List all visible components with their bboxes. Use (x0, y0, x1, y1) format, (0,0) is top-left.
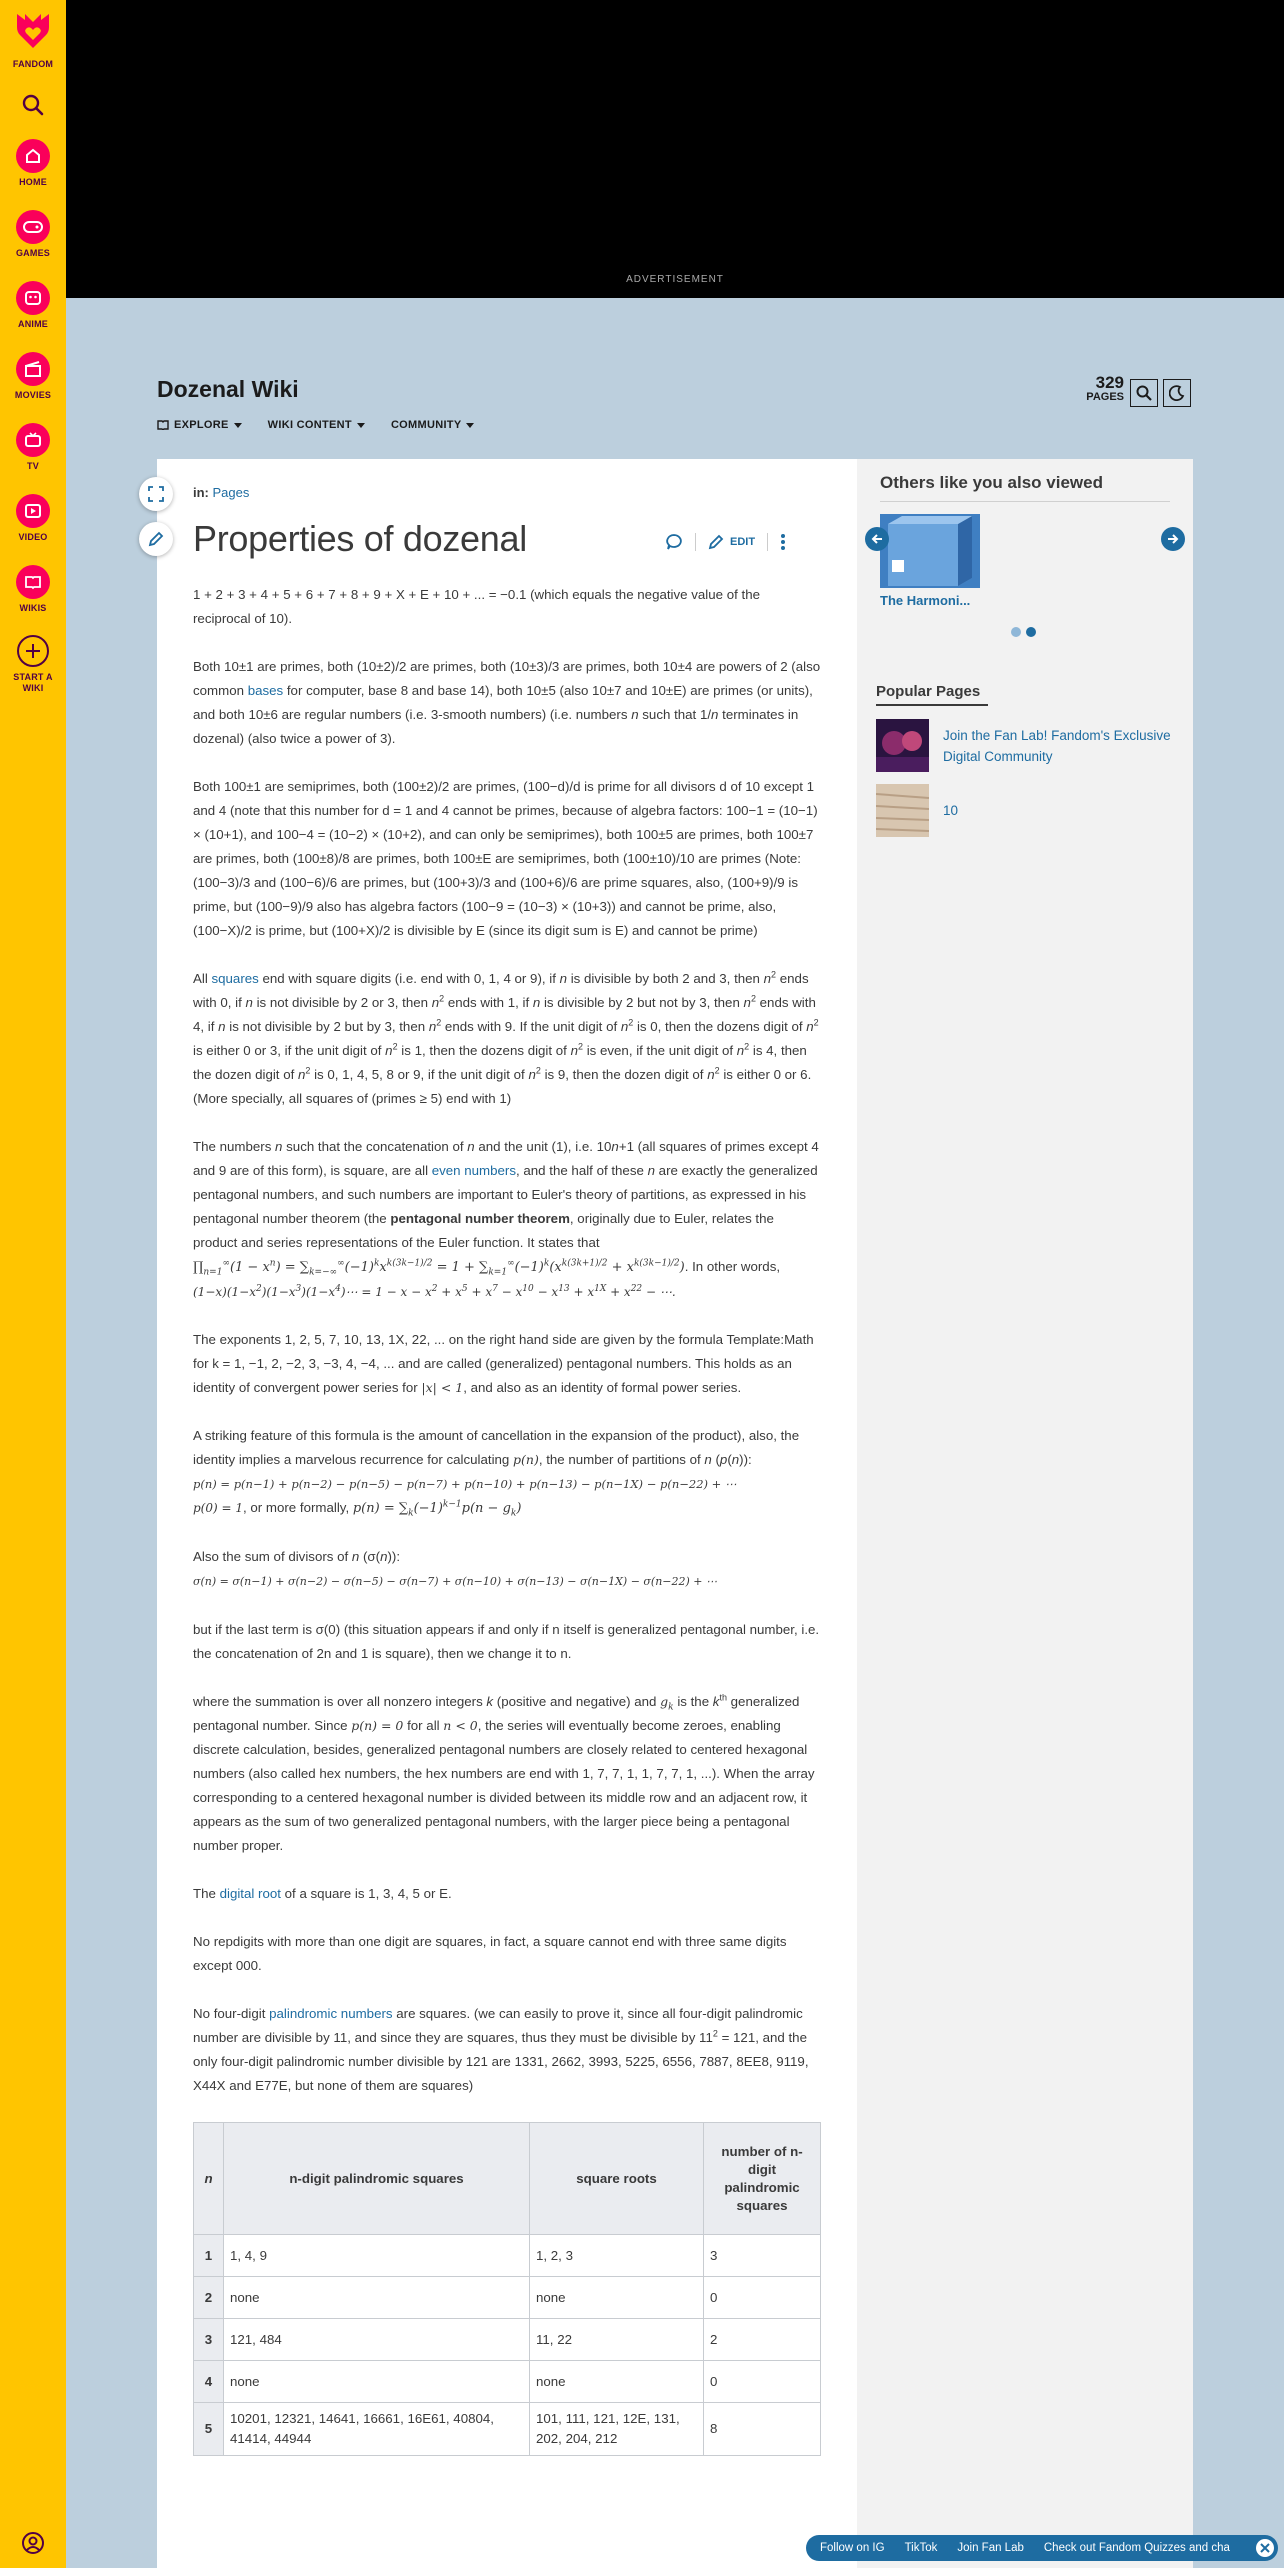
nav-video-label: VIDEO (18, 532, 48, 542)
follow-ig-link[interactable]: Follow on IG (820, 2542, 885, 2554)
chevron-down-icon (234, 423, 242, 428)
page-10-thumbnail-image (876, 784, 929, 837)
paragraph-palindromes: No four-digit palindromic numbers are squares. (we can easily to prove it, since all four-digit palindromic number are divisible by 11, and since they are squares, thus they must be divisible by $11^2 = 121$, and the only four-digit palindromic number divisible by 121 are 1331, 2662, 3993, 5225, 6556, 7887, 8EE8, 9119, X44X and E77E, but none of them are squares) (193, 2006, 809, 2093)
nav-anime-label: ANIME (18, 319, 48, 329)
paragraph-sigma: Also the sum of divisors of n (σ(n)): σ(n) = σ(n−1) + σ(n−2) − σ(n−5) − σ(n−7) + σ(n−10) + σ(n−13) − σ(n−1X) − σ(n−22) + ⋯ (193, 1549, 718, 1588)
pencil-icon (148, 531, 164, 547)
column-header: square roots (530, 2123, 704, 2235)
fandom-logo[interactable] (0, 10, 66, 70)
wiki-navigation (157, 419, 474, 431)
popular-page-label: 10 (943, 803, 959, 818)
paragraph-pentagonal: The numbers n such that the concatenation of n and the unit (1), i.e. 10n+1 (all squares of primes except 4 and 9 are of this form), is square, are all even numbers, and the half of these n are exactly the generalized pentagonal numbers, and such numbers are important to Euler's theory of partitions, as expressed in his pentagonal number theorem (the pentagonal number theorem, originally due to Euler, relates the product and series representations of the Euler function. It states that $\prod_{n=1}^\infty(1 - x^n) = \sum_{k=-\infty}^\infty(-1)^kx^{k(3k-1)/2} = 1 + \sum_{k=1}^\infty(-1)^k(x^{k(3k+1)/2} + x^{k(3k-1)/2})$. In other words, $(1-x)(1-x^2)(1-x^3)(1-x^4)\cdots = 1 - x - x^2 + x^5 + x^7 - x^{10} - x^{13} + x^{1X} + x^{22}$ − ⋯. (193, 1139, 819, 1299)
page-title: Properties of dozenal (193, 518, 527, 559)
categories-prefix: in: (193, 485, 209, 500)
right-rail (857, 459, 1193, 2568)
nav-start-a-wiki[interactable] (0, 634, 66, 694)
arrow-right-icon (1167, 533, 1179, 545)
popular-pages-title: Popular Pages (876, 683, 981, 700)
fullscreen-button[interactable] (139, 477, 173, 511)
nav-tv-label: TV (27, 461, 39, 471)
more-options-icon[interactable] (780, 533, 786, 551)
nav-anime[interactable] (0, 281, 66, 330)
edit-button[interactable] (708, 534, 755, 550)
table-row: 2 none none 0 (194, 2277, 821, 2319)
moon-icon (1169, 385, 1185, 401)
divider (695, 533, 696, 551)
carousel-next-button[interactable] (1161, 527, 1185, 551)
table-row: 5 10201, 12321, 14641, 16661, 16E61, 40804, 41414, 44944 101, 111, 121, 12E, 131, 202, 204, 212 8 (194, 2403, 821, 2456)
expand-icon (148, 486, 164, 502)
nav-wikis-label: WIKIS (19, 603, 47, 613)
paragraph-tens: Both 10±1 are primes, both (10±2)/2 are primes, both (10±3)/3 are primes, both 10±4 are powers of 2 (also common bases for computer, base 8 and base 14), both 10±5 (also 10±7 and 10±E) are primes (or units), and both 10±6 are regular numbers (i.e. 3-smooth numbers) (i.e. numbers n such that 1/n terminates in dozenal) (also twice a power of 3). (193, 659, 821, 746)
recommendation-link[interactable]: The Harmoni... (880, 593, 971, 608)
paragraph-sum: 1 + 2 + 3 + 4 + 5 + 6 + 7 + 8 + 9 + X + E + 10 + ... = −0.1 (which equals the negative value of the reciprocal of 10). (193, 587, 761, 626)
category-link-pages[interactable]: Pages (212, 485, 250, 500)
article-body (193, 583, 821, 2456)
play-icon (24, 502, 42, 520)
column-header: n (194, 2123, 224, 2235)
bold-term: pentagonal number theorem (390, 1211, 570, 1226)
paragraph-recurrence: A striking feature of this formula is the amount of cancellation in the expansion of the product), also, the identity implies a marvelous recurrence for calculating p(n), the number of partitions of n (p(n)): p(n) = p(n−1) + p(n−2) − p(n−5) − p(n−7) + p(n−10) + p(n−13) − p(n−1X) − p(n−22) + ⋯ p(0) = 1, or more formally, $p(n) = \sum_k(-1)^{k-1}p(n - g_k)$ (193, 1428, 800, 1519)
table-row: 3 121, 484 11, 22 2 (194, 2319, 821, 2361)
popular-page-item[interactable] (876, 784, 1176, 837)
paragraph-digital-root: The digital root of a square is 1, 3, 4, 5 or E. (193, 1886, 452, 1901)
nav-community-label: COMMUNITY (390, 419, 462, 431)
nav-video[interactable] (0, 494, 66, 543)
chevron-down-icon (357, 423, 365, 428)
nav-movies[interactable] (0, 352, 66, 401)
global-search[interactable] (0, 88, 66, 122)
carousel-dot[interactable] (1011, 627, 1021, 637)
anime-icon (24, 289, 42, 307)
nav-tv[interactable] (0, 423, 66, 472)
carousel-dot-active[interactable] (1026, 627, 1036, 637)
table-header-row (194, 2123, 821, 2235)
wiki-search-button[interactable] (1130, 379, 1158, 407)
popular-page-label: Join the Fan Lab! Fandom's Exclusive Digital Community (943, 727, 1171, 764)
plus-circle-icon (16, 634, 50, 668)
edit-label: EDIT (730, 536, 756, 548)
paragraph-summation: where the summation is over all nonzero integers k (positive and negative) and $g_k$ is the $k^{th}$ generalized pentagonal number. Since p(n) = 0 for all n < 0, the series will eventually become zeroes, enabling discrete calculation, besides, generalized pentagonal numbers are closely related to centered hexagonal numbers (also called hex numbers, the hex numbers are end with 1, 7, 7, 1, 1, 7, 7, 1, ...). When the array corresponding to a centered hexagonal number is divided between its middle row and an adjacent row, it appears as the sum of two generalized pentagonal numbers, with the larger piece being a pentagonal number proper. (193, 1692, 815, 1853)
user-icon (21, 2531, 45, 2555)
nav-games[interactable] (0, 210, 66, 259)
fandom-heart-icon (16, 10, 50, 50)
search-icon (1136, 385, 1152, 401)
nav-wiki-content[interactable] (268, 419, 365, 431)
page-count-number: 329 (1095, 373, 1124, 392)
link-digital-root[interactable]: digital root (219, 1886, 281, 1901)
close-button[interactable] (1256, 2539, 1274, 2557)
link-bases[interactable]: bases (247, 683, 284, 698)
table-row: 4 none none 0 (194, 2361, 821, 2403)
join-fan-lab-link[interactable]: Join Fan Lab (957, 2542, 1024, 2554)
link-palindromic-numbers[interactable]: palindromic numbers (269, 2006, 393, 2021)
fandom-brand-label: FANDOM (12, 59, 54, 69)
paragraph-hundreds: Both 100±1 are semiprimes, both (100±2)/2 are primes, (100−d)/d is prime for all divisors d of 10 except 1 and 4 (note that this number for d = 1 and 4 cannot be primes, because of algebra factors: 100−1 = (10−1) × (10+1), and 100−4 = (10−2) × (10+2), and can only be semiprimes), both 100±5 are primes, both 100±7 are primes, both (100±8)/8 are primes, both 100±E are semiprimes, both (100±10)/10 are primes (Note: (100−3)/3 and (100−6)/6 are primes, but (100+3)/3 and (100+6)/6 are prime squares, also, (100+9)/9 is prime, but (100−9)/9 also has algebra factors (100−9 = (10−3) × (10+3)) and cannot be prime, also, (100−X)/2 is prime, but (100+X)/2 is divisible by E (since its digit sum is E) and cannot be prime) (193, 779, 818, 938)
nav-games-label: GAMES (15, 248, 50, 258)
explore-book-icon (157, 420, 169, 430)
advertisement-banner (66, 0, 1284, 298)
nav-explore[interactable] (157, 419, 242, 431)
user-account[interactable] (0, 2526, 66, 2560)
cube-thumbnail-image (880, 514, 980, 588)
clapperboard-icon (24, 360, 42, 378)
fan-lab-thumbnail-image (876, 719, 929, 772)
nav-start-a-wiki-label: START A WIKI (13, 672, 53, 693)
gamepad-icon (23, 220, 43, 234)
advertisement-label: ADVERTISEMENT (626, 274, 724, 285)
table-row: 1 1, 4, 9 1, 2, 3 3 (194, 2235, 821, 2277)
popular-page-item[interactable] (876, 719, 1176, 772)
comment-icon[interactable] (665, 533, 683, 551)
nav-wiki-content-label: WIKI CONTENT (267, 419, 352, 431)
page-counter (1070, 375, 1124, 405)
link-even-numbers[interactable]: even numbers (431, 1163, 516, 1178)
social-promo-bar (806, 2535, 1278, 2561)
recommendation-thumbnail[interactable] (880, 514, 980, 588)
column-header: number of n-digit palindromic squares (704, 2123, 821, 2235)
paragraph-sigma-zero: but if the last term is σ(0) (this situation appears if and only if n itself is generalized pentagonal number, i.e. the concatenation of 2n and 1 is square), then we change it to n. (193, 1622, 820, 1661)
wiki-title[interactable]: Dozenal Wiki (157, 376, 299, 402)
palindromic-squares-table (193, 2122, 821, 2456)
nav-home[interactable] (0, 139, 66, 188)
tv-icon (24, 431, 42, 449)
home-icon (24, 147, 42, 165)
arrow-left-icon (871, 533, 883, 545)
paragraph-squares: All squares end with square digits (i.e. end with 0, 1, 4 or 9), if n is divisible by both 2 and 3, then $n^2$ ends with 0, if n is not divisible by 2 or 3, then $n^2$ ends with 1, if n is divisible by 2 but not by 3, then $n^2$ ends with 4, if n is not divisible by 2 but by 3, then $n^2$ ends with 9. If the unit digit of $n^2$ is 0, then the dozens digit of $n^2$ is either 0 or 3, if the unit digit of $n^2$ is 1, then the dozens digit of $n^2$ is even, if the unit digit of $n^2$ is 4, then the dozen digit of $n^2$ is 0, 1, 4, 5, 8 or 9, if the unit digit of $n^2$ is 9, then the dozen digit of $n^2$ is either 0 or 6. (More specially, all squares of (primes ≥ 5) end with 1) (193, 969, 819, 1106)
divider (880, 501, 1170, 502)
column-header: n-digit palindromic squares (224, 2123, 530, 2235)
divider (767, 533, 768, 551)
quizzes-link[interactable]: Check out Fandom Quizzes and cha (1043, 2542, 1230, 2554)
carousel-prev-button[interactable] (865, 527, 889, 551)
others-viewed-title: Others like you also viewed (880, 473, 1103, 492)
global-navigation (0, 0, 66, 2568)
book-icon (24, 573, 42, 591)
paragraph-exponents: The exponents 1, 2, 5, 7, 10, 13, 1X, 22, ... on the right hand side are given by the formula Template:Math for k = 1, −1, 2, −2, 3, −3, 4, −4, ... and are called (generalized) pentagonal numbers. This holds as an identity of convergent power series for |x| < 1, and also as an identity of formal power series. (193, 1332, 814, 1395)
nav-movies-label: MOVIES (14, 390, 52, 400)
category-bar (193, 485, 249, 500)
nav-community[interactable] (391, 419, 475, 431)
chevron-down-icon (466, 423, 474, 428)
divider (876, 704, 988, 706)
pencil-icon (708, 534, 724, 550)
side-edit-button[interactable] (139, 522, 173, 556)
page-count-label: PAGES (1086, 391, 1124, 403)
theme-toggle-button[interactable] (1163, 379, 1191, 407)
nav-explore-label: EXPLORE (174, 419, 229, 431)
paragraph-repdigits: No repdigits with more than one digit are squares, in fact, a square cannot end with three same digits except 000. (193, 1934, 787, 1973)
page-actions (665, 533, 786, 551)
nav-home-label: HOME (19, 177, 47, 187)
close-icon (1260, 2543, 1270, 2553)
tiktok-link[interactable]: TikTok (904, 2542, 938, 2554)
nav-wikis[interactable] (0, 565, 66, 614)
search-icon (22, 94, 44, 116)
link-squares[interactable]: squares (211, 971, 259, 986)
